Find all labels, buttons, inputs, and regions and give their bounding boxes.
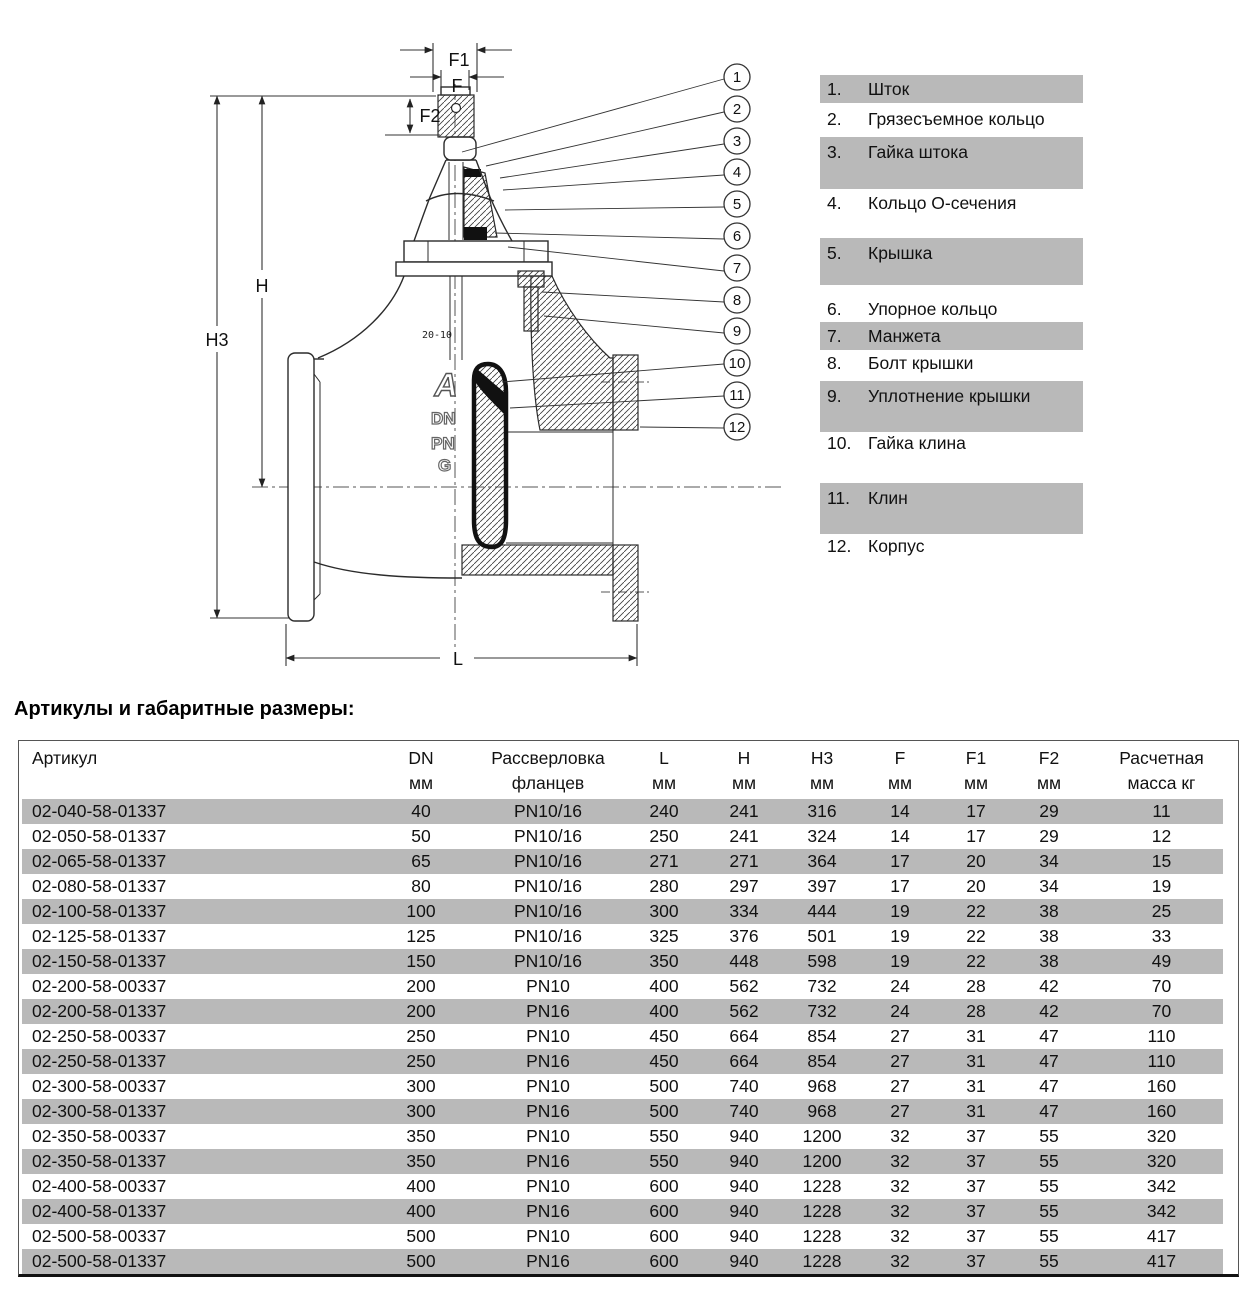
right-flange	[613, 355, 638, 430]
c-article: 02-125-58-01337	[32, 926, 167, 946]
c-f: 32	[890, 1226, 910, 1246]
c-h: 740	[729, 1101, 759, 1121]
c-f2: 38	[1039, 901, 1059, 921]
c-f2: 42	[1039, 976, 1059, 996]
c-h3: 854	[807, 1026, 837, 1046]
c-article: 02-050-58-01337	[32, 826, 167, 846]
c-l: 600	[649, 1251, 679, 1271]
c-h3: 854	[807, 1051, 837, 1071]
c-drill: PN10/16	[513, 926, 583, 946]
c-f2: 34	[1039, 876, 1059, 896]
c-l: 280	[649, 876, 679, 896]
dim-h: H	[255, 276, 269, 296]
part-number: 12.	[827, 535, 852, 556]
table-header	[19, 741, 1238, 799]
table-row	[19, 1124, 1238, 1149]
c-mass: 11	[1152, 801, 1171, 821]
part-number: 3.	[827, 142, 842, 162]
table-row	[19, 899, 1238, 924]
table-row	[19, 1199, 1238, 1224]
c-f1: 31	[966, 1026, 986, 1046]
c-f: 32	[890, 1201, 910, 1221]
part-label: Гайка клина	[868, 432, 966, 453]
c-f2: 47	[1039, 1076, 1059, 1096]
c-f: 24	[890, 1001, 910, 1021]
part-label: Гайка штока	[868, 142, 969, 162]
parts-list-item	[820, 322, 1083, 350]
svg-text:2: 2	[732, 101, 742, 118]
c-mass: 12	[1151, 826, 1172, 846]
c-l: 300	[649, 901, 679, 921]
part-label: Манжета	[868, 325, 941, 346]
col-header-f2: F2 мм	[1036, 748, 1062, 793]
c-article: 02-250-58-01337	[32, 1051, 167, 1071]
parts-list-item	[820, 190, 1083, 216]
c-f2: 55	[1039, 1176, 1059, 1196]
parts-list-item	[820, 296, 1083, 322]
c-dn: 100	[406, 901, 436, 921]
body-wall-section	[531, 276, 613, 430]
svg-text:4: 4	[732, 164, 742, 181]
c-f: 19	[890, 951, 910, 971]
cast-code: 20-10	[421, 330, 453, 341]
parts-list-item	[820, 533, 1083, 559]
svg-text:11: 11	[729, 387, 745, 404]
c-h: 376	[729, 926, 759, 946]
c-dn: 80	[411, 876, 431, 896]
c-h3: 1200	[802, 1126, 842, 1146]
c-dn: 350	[406, 1151, 436, 1171]
c-h: 740	[729, 1076, 759, 1096]
table-row	[19, 1224, 1238, 1249]
c-h: 940	[729, 1176, 759, 1196]
c-f1: 37	[966, 1201, 986, 1221]
parts-list-item	[820, 430, 1083, 456]
c-drill: PN10	[526, 1026, 570, 1046]
c-drill: PN10/16	[513, 801, 583, 821]
c-f: 27	[890, 1101, 910, 1121]
c-l: 600	[649, 1201, 679, 1221]
c-article: 02-100-58-01337	[32, 901, 167, 921]
c-mass: 25	[1151, 901, 1172, 921]
c-dn: 400	[406, 1176, 436, 1196]
part-number: 11.	[827, 488, 851, 508]
c-f2: 47	[1039, 1026, 1059, 1046]
c-h3: 1228	[802, 1201, 842, 1221]
c-drill: PN16	[526, 1101, 570, 1121]
c-h: 940	[729, 1251, 759, 1271]
c-dn: 150	[406, 951, 436, 971]
part-label: Уплотнение крышки	[868, 386, 1031, 406]
c-h3: 732	[807, 976, 837, 996]
c-mass: 110	[1147, 1026, 1176, 1046]
c-h3: 598	[807, 951, 837, 971]
cast-pn: PN	[431, 434, 455, 453]
c-mass: 417	[1146, 1226, 1177, 1246]
c-l: 500	[649, 1101, 679, 1121]
parts-list-item	[820, 105, 1083, 133]
table-row	[19, 1149, 1238, 1174]
col-header-l: L мм	[651, 748, 677, 793]
c-f2: 38	[1039, 926, 1059, 946]
c-f1: 31	[966, 1101, 986, 1121]
table-row	[19, 1249, 1238, 1274]
part-number: 10.	[827, 432, 852, 453]
c-f: 19	[890, 901, 910, 921]
c-h: 664	[729, 1051, 759, 1071]
c-drill: PN10	[526, 1126, 570, 1146]
c-h3: 1228	[802, 1251, 842, 1271]
table-row	[19, 874, 1238, 899]
c-h3: 1200	[802, 1151, 842, 1171]
col-header-h3: H3 мм	[809, 748, 835, 793]
c-f: 14	[890, 826, 910, 846]
c-l: 240	[649, 801, 679, 821]
c-article: 02-350-58-01337	[32, 1151, 167, 1171]
c-l: 450	[649, 1051, 679, 1071]
c-drill: PN16	[526, 1201, 570, 1221]
c-dn: 200	[406, 976, 436, 996]
c-f1: 28	[966, 976, 986, 996]
c-dn: 350	[406, 1126, 436, 1146]
c-h3: 364	[807, 851, 837, 871]
c-f: 32	[890, 1251, 910, 1271]
parts-list-item	[820, 137, 1083, 189]
bonnet-flange	[404, 241, 548, 262]
c-f1: 37	[966, 1151, 986, 1171]
c-f2: 47	[1039, 1051, 1059, 1071]
c-f2: 38	[1039, 951, 1059, 971]
c-f: 19	[890, 926, 910, 946]
c-h: 297	[729, 876, 759, 896]
part-number: 8.	[827, 352, 842, 373]
c-drill: PN10/16	[513, 851, 583, 871]
c-h: 448	[729, 951, 759, 971]
c-mass: 160	[1146, 1101, 1177, 1121]
c-drill: PN10	[526, 976, 570, 996]
section-title: Артикулы и габаритные размеры:	[14, 698, 355, 720]
c-h3: 397	[807, 876, 837, 896]
part-number: 7.	[827, 325, 842, 346]
c-l: 350	[649, 951, 679, 971]
c-h3: 1228	[802, 1176, 842, 1196]
part-label: Упорное кольцо	[868, 298, 998, 319]
dim-f: F	[451, 76, 463, 96]
col-header-article: Артикул	[32, 748, 98, 768]
c-dn: 250	[406, 1026, 436, 1046]
dim-f1: F1	[448, 50, 470, 70]
parts-list-item	[820, 238, 1083, 285]
c-dn: 65	[411, 851, 431, 871]
svg-text:7: 7	[732, 260, 742, 277]
c-drill: PN10	[526, 1076, 570, 1096]
parts-list-item	[820, 75, 1083, 103]
part-number: 4.	[827, 192, 842, 213]
c-dn: 40	[411, 801, 431, 821]
c-mass: 320	[1146, 1126, 1177, 1146]
svg-text:9: 9	[732, 323, 742, 340]
c-article: 02-400-58-01337	[32, 1201, 167, 1221]
c-drill: PN16	[526, 1251, 570, 1271]
svg-text:8: 8	[732, 292, 742, 309]
table-row	[19, 849, 1238, 874]
c-drill: PN16	[526, 1001, 570, 1021]
c-mass: 19	[1151, 876, 1172, 896]
c-l: 550	[649, 1126, 679, 1146]
c-article: 02-150-58-01337	[32, 951, 167, 971]
wiper-ring	[464, 169, 481, 177]
c-dn: 300	[406, 1101, 436, 1121]
c-l: 250	[649, 826, 679, 846]
c-l: 500	[649, 1076, 679, 1096]
c-mass: 342	[1146, 1176, 1177, 1196]
c-dn: 300	[406, 1076, 436, 1096]
c-drill: PN16	[526, 1051, 570, 1071]
c-dn: 500	[406, 1226, 436, 1246]
c-f1: 22	[966, 901, 986, 921]
c-f1: 37	[966, 1176, 986, 1196]
c-f2: 47	[1039, 1101, 1059, 1121]
c-f: 17	[890, 876, 910, 896]
c-f2: 55	[1039, 1201, 1059, 1221]
c-mass: 33	[1151, 926, 1172, 946]
c-f: 32	[890, 1126, 910, 1146]
c-article: 02-040-58-01337	[32, 801, 167, 821]
c-f1: 17	[966, 801, 986, 821]
part-label: Клин	[868, 488, 908, 508]
c-f1: 31	[966, 1051, 986, 1071]
c-h: 940	[729, 1226, 759, 1246]
c-mass: 417	[1146, 1251, 1177, 1271]
c-article: 02-080-58-01337	[32, 876, 167, 896]
c-article: 02-065-58-01337	[32, 851, 167, 871]
c-drill: PN10/16	[513, 901, 583, 921]
col-header-mass: Расчетная масса кг	[1119, 748, 1204, 793]
c-h3: 324	[807, 826, 837, 846]
c-h: 271	[729, 851, 759, 871]
part-label: Корпус	[868, 535, 925, 556]
c-h: 562	[729, 976, 759, 996]
c-drill: PN16	[526, 1151, 570, 1171]
c-f: 27	[890, 1051, 910, 1071]
c-f2: 55	[1039, 1251, 1059, 1271]
c-h: 562	[729, 1001, 759, 1021]
col-header-f1: F1 мм	[963, 748, 989, 793]
c-article: 02-500-58-01337	[32, 1251, 167, 1271]
c-dn: 400	[406, 1201, 436, 1221]
c-f2: 42	[1039, 1001, 1059, 1021]
c-mass: 49	[1151, 951, 1172, 971]
part-number: 1.	[827, 78, 842, 99]
c-h: 940	[729, 1126, 759, 1146]
svg-text:10: 10	[728, 355, 746, 372]
c-f: 24	[890, 976, 910, 996]
table-row	[19, 824, 1238, 849]
c-l: 550	[649, 1151, 679, 1171]
c-f2: 29	[1039, 826, 1059, 846]
c-mass: 160	[1146, 1076, 1177, 1096]
c-f1: 20	[966, 851, 986, 871]
part-label: Кольцо О-сечения	[868, 192, 1017, 213]
c-f1: 31	[966, 1076, 986, 1096]
c-drill: PN10/16	[513, 951, 583, 971]
c-f1: 28	[966, 1001, 986, 1021]
table-row	[19, 1049, 1238, 1074]
c-f1: 20	[966, 876, 986, 896]
c-drill: PN10/16	[513, 876, 583, 896]
part-number: 2.	[827, 108, 842, 129]
col-header-f: F мм	[887, 748, 913, 793]
parts-list-item	[820, 350, 1083, 376]
c-f2: 55	[1039, 1126, 1059, 1146]
cover-bolt	[518, 271, 544, 287]
part-number: 6.	[827, 298, 842, 319]
c-f: 27	[890, 1026, 910, 1046]
parts-list-item	[820, 381, 1083, 432]
brand-logo: A	[434, 367, 458, 403]
c-mass: 320	[1146, 1151, 1177, 1171]
c-article: 02-350-58-00337	[32, 1126, 167, 1146]
table-row	[19, 924, 1238, 949]
c-l: 600	[649, 1226, 679, 1246]
part-number: 5.	[827, 243, 842, 263]
c-l: 271	[649, 851, 679, 871]
c-f2: 34	[1039, 851, 1059, 871]
c-f: 32	[890, 1176, 910, 1196]
parts-list-item	[820, 483, 1083, 534]
table-row	[19, 1074, 1238, 1099]
c-f: 17	[890, 851, 910, 871]
c-l: 600	[649, 1176, 679, 1196]
valve-body	[288, 87, 638, 621]
c-l: 400	[649, 976, 679, 996]
c-h3: 732	[807, 1001, 837, 1021]
cast-g: G	[438, 456, 452, 475]
part-label: Крышка	[868, 243, 933, 263]
c-h: 940	[729, 1151, 759, 1171]
c-h: 940	[729, 1201, 759, 1221]
c-drill: PN10/16	[513, 826, 583, 846]
part-number: 9.	[827, 386, 842, 406]
c-mass: 70	[1151, 976, 1172, 996]
thrust-ring	[464, 227, 487, 240]
c-f1: 37	[966, 1251, 986, 1271]
c-dn: 500	[406, 1251, 436, 1271]
c-f1: 22	[966, 951, 986, 971]
dim-h3: H3	[205, 330, 229, 350]
c-dn: 200	[406, 1001, 436, 1021]
stem	[438, 95, 474, 137]
c-mass: 342	[1146, 1201, 1177, 1221]
svg-text:6: 6	[732, 228, 742, 245]
table-row	[19, 1099, 1238, 1124]
c-h3: 1228	[802, 1226, 842, 1246]
c-dn: 250	[406, 1051, 436, 1071]
dim-l: L	[452, 649, 464, 669]
dim-f2: F2	[419, 106, 441, 126]
c-h3: 316	[807, 801, 837, 821]
dimensions-table	[18, 740, 1239, 1277]
c-h: 334	[729, 901, 759, 921]
table-row	[19, 999, 1238, 1024]
c-article: 02-200-58-00337	[32, 976, 167, 996]
c-mass: 70	[1151, 1001, 1172, 1021]
table-row	[19, 949, 1238, 974]
c-h: 241	[729, 826, 759, 846]
table-row	[19, 1174, 1238, 1199]
c-dn: 125	[406, 926, 436, 946]
col-header-dn: DN мм	[408, 748, 434, 793]
c-f1: 17	[966, 826, 986, 846]
table-row	[19, 1024, 1238, 1049]
table-row	[19, 799, 1238, 824]
c-f: 27	[890, 1076, 910, 1096]
c-dn: 50	[411, 826, 431, 846]
c-f: 14	[890, 801, 910, 821]
svg-text:5: 5	[732, 196, 742, 213]
left-flange	[288, 353, 314, 621]
c-f1: 37	[966, 1226, 986, 1246]
c-article: 02-300-58-01337	[32, 1101, 167, 1121]
c-drill: PN10	[526, 1226, 570, 1246]
c-f: 32	[890, 1151, 910, 1171]
c-f1: 22	[966, 926, 986, 946]
table-row	[19, 974, 1238, 999]
svg-text:3: 3	[732, 133, 742, 150]
col-header-drill: Рассверловка фланцев	[491, 748, 605, 793]
c-drill: PN10	[526, 1176, 570, 1196]
c-l: 450	[649, 1026, 679, 1046]
c-l: 400	[649, 1001, 679, 1021]
c-f2: 29	[1039, 801, 1059, 821]
c-mass: 110	[1147, 1051, 1176, 1071]
c-f1: 37	[966, 1126, 986, 1146]
part-label: Грязесъемное кольцо	[868, 108, 1045, 129]
c-h: 241	[729, 801, 759, 821]
part-label: Шток	[868, 78, 910, 99]
c-h: 664	[729, 1026, 759, 1046]
c-article: 02-250-58-00337	[32, 1026, 167, 1046]
c-f2: 55	[1039, 1226, 1059, 1246]
c-l: 325	[649, 926, 679, 946]
svg-text:12: 12	[728, 419, 746, 436]
c-f2: 55	[1039, 1151, 1059, 1171]
c-article: 02-400-58-00337	[32, 1176, 167, 1196]
cast-dn: DN	[431, 409, 456, 428]
c-article: 02-300-58-00337	[32, 1076, 167, 1096]
c-h3: 501	[807, 926, 837, 946]
c-article: 02-200-58-01337	[32, 1001, 167, 1021]
c-mass: 15	[1151, 851, 1172, 871]
svg-text:1: 1	[732, 69, 742, 86]
c-article: 02-500-58-00337	[32, 1226, 167, 1246]
c-h3: 444	[807, 901, 837, 921]
part-label: Болт крышки	[868, 352, 974, 373]
col-header-h: H мм	[731, 748, 757, 793]
c-h3: 968	[807, 1076, 837, 1096]
c-h3: 968	[807, 1101, 837, 1121]
